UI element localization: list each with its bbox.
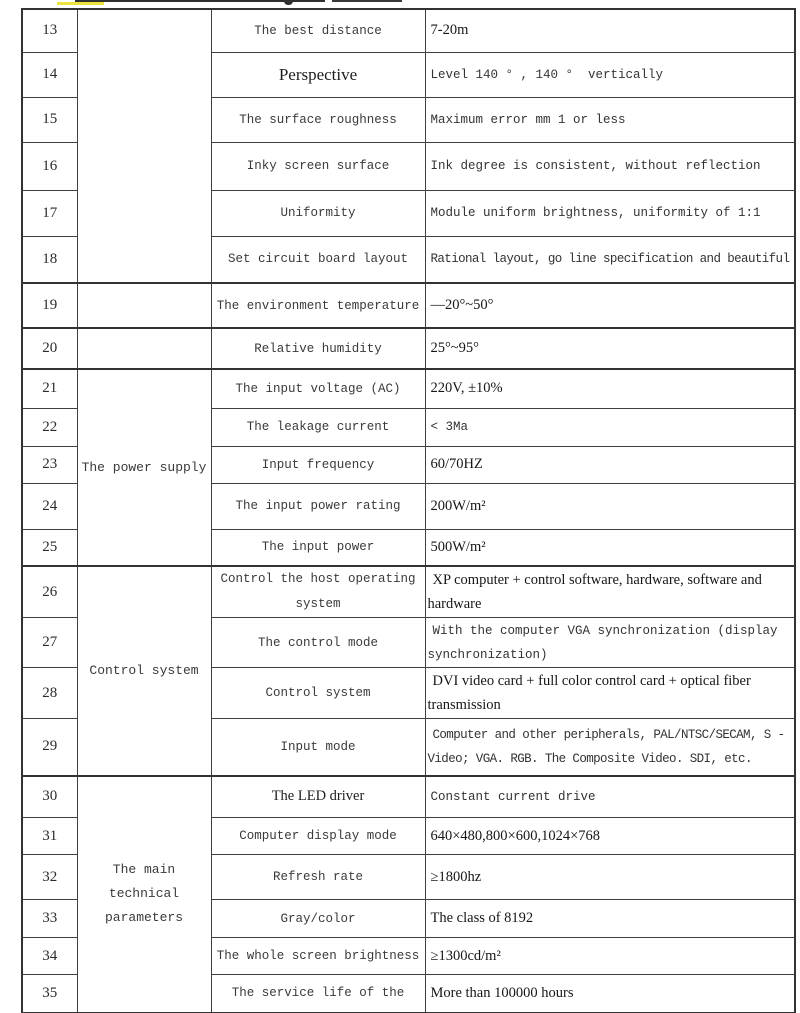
- value-text: 500W/m²: [430, 538, 486, 555]
- highlight-mark: [57, 2, 104, 5]
- value-cell: [425, 818, 795, 855]
- value-text: With the computer VGA synchronization (display: [432, 623, 778, 638]
- row-number-cell: 29: [22, 719, 77, 776]
- parameter-label: The input power rating: [235, 499, 401, 513]
- parameter-cell: [211, 719, 425, 776]
- table-row: [22, 328, 795, 369]
- parameter-label: The environment temperature: [216, 298, 420, 313]
- category-label: parameters: [104, 910, 183, 925]
- row-number-cell: 19: [22, 283, 77, 328]
- row-number-cell: 17: [22, 190, 77, 236]
- parameter-label: system: [295, 597, 341, 611]
- spec-table-body: [22, 9, 795, 1013]
- value-text: ≥1800hz: [430, 868, 482, 885]
- parameter-label: Gray/color: [280, 911, 356, 926]
- row-number-cell: 20: [22, 328, 77, 369]
- parameter-cell: [211, 190, 425, 236]
- value-text: —20°~50°: [430, 297, 494, 313]
- parameter-cell: [211, 369, 425, 408]
- parameter-label: The surface roughness: [239, 112, 397, 127]
- row-number-cell: 30: [22, 776, 77, 818]
- parameter-cell: [211, 236, 425, 283]
- cut-off-glyph-descender: [284, 0, 293, 5]
- value-cell: [425, 566, 795, 618]
- value-text: Constant current drive: [430, 789, 596, 804]
- value-cell: [425, 9, 795, 52]
- category-cell: [77, 328, 211, 369]
- value-cell: [425, 900, 795, 938]
- row-number-cell: 16: [22, 142, 77, 190]
- row-number-cell: 33: [22, 900, 77, 938]
- value-cell: [425, 190, 795, 236]
- parameter-label: Perspective: [278, 64, 358, 84]
- value-text: Maximum error mm 1 or less: [430, 112, 626, 127]
- value-cell: [425, 529, 795, 566]
- parameter-cell: [211, 618, 425, 668]
- row-number-cell: 25: [22, 529, 77, 566]
- category-cell: [77, 566, 211, 776]
- parameter-cell: [211, 483, 425, 529]
- category-cell: [77, 369, 211, 566]
- value-text: ≥1300cd/m²: [430, 947, 501, 964]
- parameter-cell: [211, 9, 425, 52]
- value-text: 220V, ±10%: [430, 380, 503, 397]
- row-number-cell: 18: [22, 236, 77, 283]
- parameter-cell: [211, 328, 425, 369]
- value-text: < 3Ma: [430, 420, 469, 434]
- parameter-label: Input mode: [280, 739, 356, 754]
- parameter-label: Computer display mode: [239, 829, 397, 843]
- value-text: The class of 8192: [430, 910, 534, 926]
- value-text: Video; VGA. RGB. The Composite Video. SDI, etc.: [427, 751, 752, 766]
- value-cell: [425, 52, 795, 97]
- parameter-cell: [211, 97, 425, 142]
- parameter-label: Inky screen surface: [246, 159, 390, 173]
- table-row: [22, 776, 795, 818]
- row-number-cell: 15: [22, 97, 77, 142]
- parameter-label: The LED driver: [271, 788, 365, 805]
- parameter-cell: [211, 900, 425, 938]
- parameter-cell: [211, 142, 425, 190]
- value-cell: [425, 283, 795, 328]
- value-text: More than 100000 hours: [430, 984, 574, 1001]
- value-text: DVI video card + full color control card + optical fiber: [432, 673, 751, 689]
- row-number-cell: 14: [22, 52, 77, 97]
- parameter-cell: [211, 668, 425, 719]
- value-cell: [425, 369, 795, 408]
- parameter-cell: [211, 975, 425, 1013]
- value-cell: [425, 142, 795, 190]
- row-number-cell: 22: [22, 408, 77, 446]
- value-cell: [425, 618, 795, 668]
- spec-table: [21, 8, 796, 1013]
- table-row: [22, 369, 795, 408]
- value-text: 25°~95°: [430, 340, 479, 356]
- row-number-cell: 35: [22, 975, 77, 1013]
- parameter-label: Input frequency: [261, 457, 375, 472]
- value-cell: [425, 446, 795, 483]
- parameter-cell: [211, 52, 425, 97]
- value-cell: [425, 938, 795, 975]
- value-cell: [425, 719, 795, 776]
- category-cell: [77, 776, 211, 1013]
- parameter-cell: [211, 446, 425, 483]
- value-cell: [425, 328, 795, 369]
- row-number-cell: 34: [22, 938, 77, 975]
- category-label: Control system: [89, 662, 199, 678]
- category-cell: [77, 9, 211, 283]
- parameter-label: Control system: [265, 686, 371, 700]
- parameter-label: Refresh rate: [272, 870, 363, 884]
- value-text: Module uniform brightness, uniformity of 1:1: [430, 206, 761, 220]
- value-text: 200W/m²: [430, 497, 486, 514]
- parameter-cell: [211, 818, 425, 855]
- value-text: Rational layout, go line specification and beautiful: [430, 252, 790, 267]
- value-text: Level 140 ° , 140 ° vertically: [430, 67, 664, 82]
- row-number-cell: 27: [22, 618, 77, 668]
- parameter-label: Relative humidity: [254, 341, 382, 356]
- parameter-cell: [211, 283, 425, 328]
- value-text: 640×480,800×600,1024×768: [430, 827, 601, 844]
- value-cell: [425, 975, 795, 1013]
- value-text: 7-20m: [430, 22, 469, 39]
- row-number-cell: 32: [22, 855, 77, 900]
- table-row: [22, 283, 795, 328]
- value-cell: [425, 483, 795, 529]
- value-cell: [425, 668, 795, 719]
- value-text: XP computer + control software, hardware, software and: [432, 572, 762, 588]
- parameter-cell: [211, 938, 425, 975]
- parameter-label: The leakage current: [246, 420, 390, 434]
- value-text: 60/70HZ: [430, 456, 483, 472]
- table-row: [22, 9, 795, 52]
- parameter-cell: [211, 855, 425, 900]
- parameter-cell: [211, 776, 425, 818]
- category-cell: [77, 283, 211, 328]
- value-cell: [425, 236, 795, 283]
- parameter-cell: [211, 529, 425, 566]
- parameter-label: Set circuit board layout: [227, 252, 409, 267]
- cut-off-heading-fragment: [0, 0, 800, 6]
- value-text: transmission: [427, 697, 501, 713]
- row-number-cell: 28: [22, 668, 77, 719]
- row-number-cell: 31: [22, 818, 77, 855]
- value-text: hardware: [427, 596, 482, 612]
- category-label: The main technical: [108, 862, 180, 901]
- parameter-cell: [211, 566, 425, 618]
- parameter-label: The input voltage (AC): [235, 381, 401, 396]
- value-cell: [425, 97, 795, 142]
- cut-off-text-mark: [332, 0, 402, 2]
- row-number-cell: 21: [22, 369, 77, 408]
- parameter-label: The control mode: [257, 635, 379, 650]
- value-cell: [425, 408, 795, 446]
- parameter-label: Uniformity: [280, 206, 356, 220]
- parameter-label: Control the host operating: [220, 572, 416, 586]
- parameter-label: The input power: [261, 540, 375, 555]
- row-number-cell: 24: [22, 483, 77, 529]
- parameter-label: The best distance: [254, 23, 382, 38]
- value-text: synchronization): [427, 647, 548, 662]
- category-label: The power supply: [81, 459, 207, 475]
- value-text: Ink degree is consistent, without reflection: [430, 159, 761, 173]
- value-cell: [425, 776, 795, 818]
- row-number-cell: 23: [22, 446, 77, 483]
- parameter-label: The service life of the: [231, 986, 405, 1001]
- parameter-label: The whole screen brightness: [216, 949, 420, 963]
- table-row: [22, 566, 795, 618]
- row-number-cell: 13: [22, 9, 77, 52]
- value-cell: [425, 855, 795, 900]
- row-number-cell: 26: [22, 566, 77, 618]
- parameter-cell: [211, 408, 425, 446]
- value-text: Computer and other peripherals, PAL/NTSC/SECAM, S -: [432, 727, 785, 742]
